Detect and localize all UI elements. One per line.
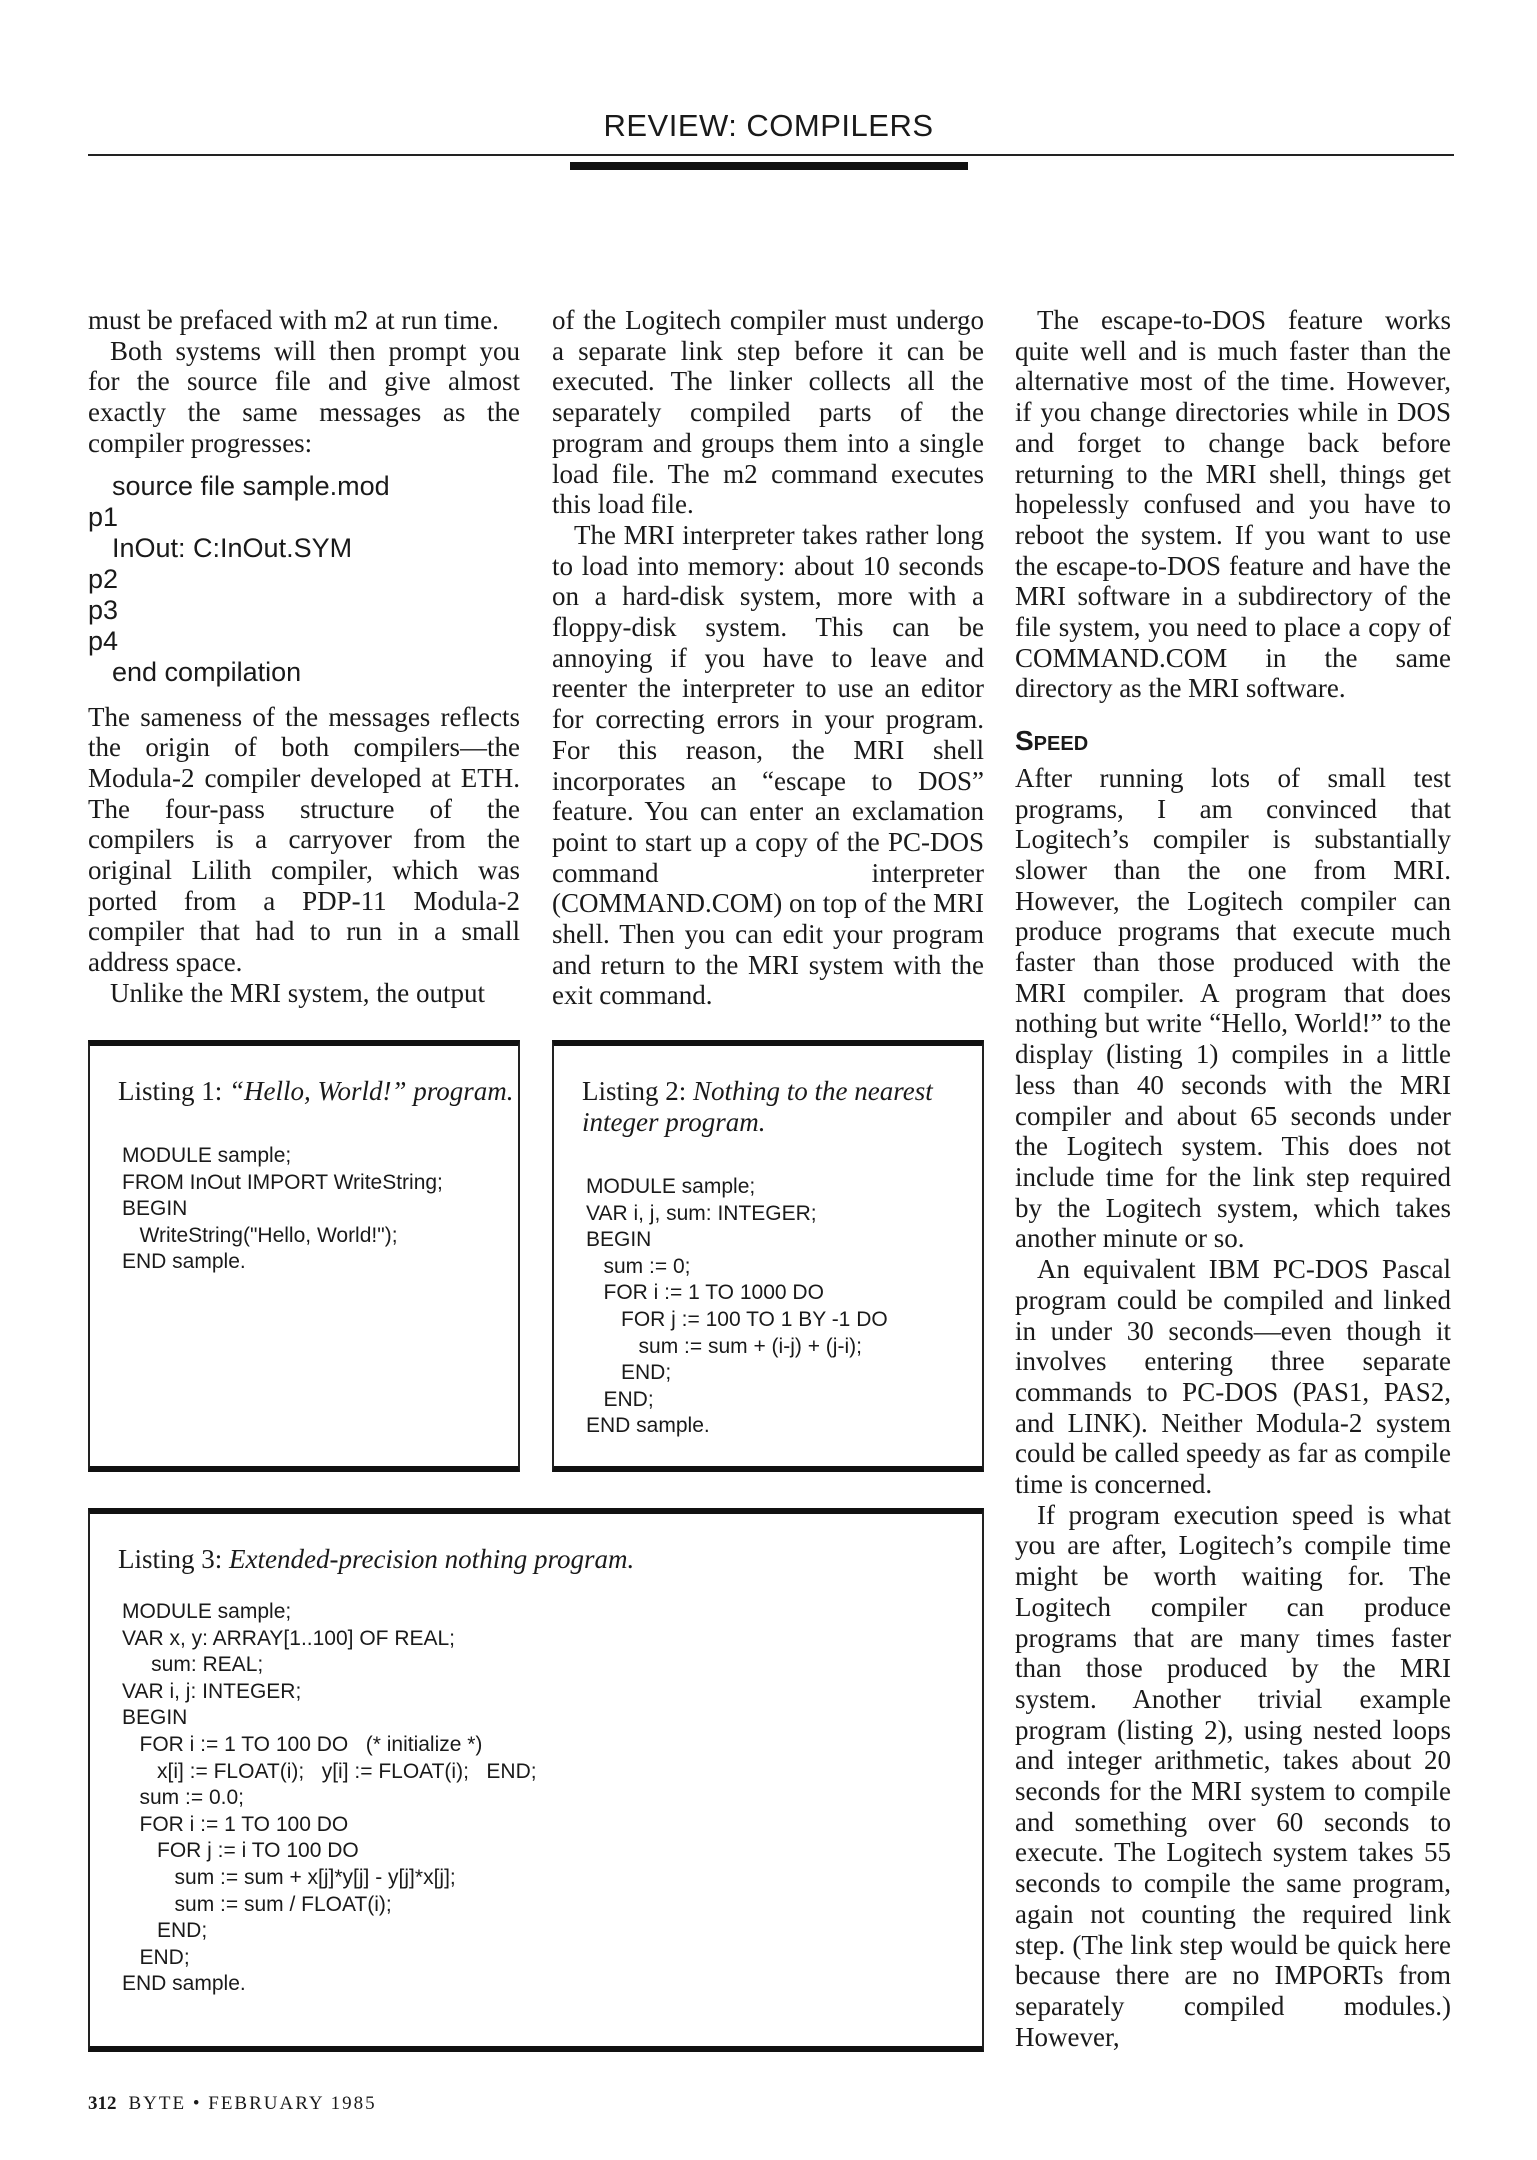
paragraph: must be prefaced with m2 at run time. xyxy=(88,305,499,335)
message-line: p1 xyxy=(88,501,119,532)
listing-caption xyxy=(118,1076,518,1107)
page-footer xyxy=(88,2093,377,2115)
listing-label: Listing 2: xyxy=(582,1076,687,1106)
message-line: source file sample.mod xyxy=(112,470,390,501)
message-line: p2 xyxy=(88,563,119,594)
paragraph: of the Logitech compiler must undergo a separate link step before it can be executed. The linker collects all the separately compiled parts of the program and groups them into a single load file. The m2 command executes this load file. xyxy=(552,305,984,520)
listing-title: Extended-precision nothing program. xyxy=(229,1544,635,1574)
compiler-messages xyxy=(88,471,520,688)
message-line: InOut: C:InOut.SYM xyxy=(112,532,353,563)
column-3 xyxy=(1015,305,1451,2052)
paragraph: Both systems will then prompt you for the source file and give almost exactly the same messages as the compiler progresses: xyxy=(88,335,520,458)
paragraph: The sameness of the messages reflects the origin of both compilers—the Modula-2 compiler developed at ETH. The four-pass structure of the compilers is a carryover from the original Lilith compiler, which was ported from a PDP-11 Modula-2 compiler that had to run in a small address space. xyxy=(88,701,520,978)
listing-3-box xyxy=(88,1508,984,2052)
paragraph: If program execution speed is what you are after, Logitech’s compile time might be worth waiting for. The Logitech compiler can produce programs that are many times faster than those produced by the MRI system. Another trivial example program (listing 2), using nested loops and integer arithmetic, takes about 20 seconds for the MRI system to compile and something over 60 seconds to execute. The Logitech system takes 55 seconds to compile the same program, again not counting the required link step. (The link step would be quick here because there are no IMPORTs from separately compiled modules.) However, xyxy=(1015,1499,1451,2052)
paragraph: The escape-to-DOS feature works quite well and is much faster than the alternative most of the time. However, if you change directories while in DOS and forget to change back before returning to the MRI shell, things get hopelessly confused and you have to reboot the system. If you want to use the escape-to-DOS feature and have the MRI software in a subdirectory of the file system, you need to place a copy of COMMAND.COM in the same directory as the MRI software. xyxy=(1015,305,1451,704)
column-2 xyxy=(552,305,984,1011)
header-rule-thick xyxy=(570,162,968,170)
listing-code: MODULE sample; VAR x, y: ARRAY[1..100] OF REAL; sum: REAL; VAR i, j: INTEGER; BEGIN FOR i := 1 TO 100 DO (* initialize *) x[i] := FLOAT(i); y[i] := FLOAT(i); END; sum := 0.0; FOR i := 1 TO 100 DO FOR j := i TO 100 DO sum := sum + x[j]*y[j] - y[j]*x[j]; sum := sum / FLOAT(i); END; END; END sample. xyxy=(122,1600,537,1996)
listing-caption xyxy=(118,1544,982,1575)
listing-2-box xyxy=(552,1040,984,1472)
paragraph: After running lots of small test programs, I am convinced that Logitech’s compiler is substantially slower than the one from MRI. However, the Logitech compiler can produce programs that execute much faster than those produced with the MRI compiler. A program that does nothing but write “Hello, World!” to the display (listing 1) compiles in a little less than 40 seconds with the MRI compiler and about 65 seconds under the Logitech system. This does not include time for the link step required by the Logitech system, which takes another minute or so. xyxy=(1015,762,1451,1254)
listing-label: Listing 3: xyxy=(118,1544,223,1574)
listing-title: Nothing to the nearest integer program. xyxy=(582,1076,933,1137)
message-line: p3 xyxy=(88,594,119,625)
listing-title: “Hello, World!” program. xyxy=(229,1076,514,1106)
running-header: REVIEW: COMPILERS xyxy=(603,108,934,143)
paragraph: The MRI interpreter takes rather long to load into memory: about 10 seconds on a hard-disk system, more with a floppy-disk system. This can be annoying if you have to leave and reenter the interpreter to use an editor for correcting errors in your program. For this reason, the MRI shell incorporates an “escape to DOS” feature. You can enter an exclamation point to start up a copy of the PC-DOS command interpreter (COMMAND.COM) on top of the MRI shell. Then you can edit your program and return to the MRI system with the exit command. xyxy=(552,519,984,1011)
paragraph: Unlike the MRI system, the output xyxy=(110,977,485,1008)
column-1 xyxy=(88,305,520,1009)
listing-code: MODULE sample; FROM InOut IMPORT WriteString; BEGIN WriteString("Hello, World!"); END sample. xyxy=(122,1144,443,1274)
listing-1-box xyxy=(88,1040,520,1472)
listing-label: Listing 1: xyxy=(118,1076,223,1106)
page-number: 312 xyxy=(88,2093,117,2114)
message-line: p4 xyxy=(88,625,119,656)
listing-code: MODULE sample; VAR i, j, sum: INTEGER; BEGIN sum := 0; FOR i := 1 TO 1000 DO FOR j := 100 TO 1 BY -1 DO sum := sum + (i-j) + (j-i); END; END; END sample. xyxy=(586,1175,888,1438)
paragraph: An equivalent IBM PC-DOS Pascal program could be compiled and linked in under 30 seconds—even though it involves entering three separate commands to PC-DOS (PAS1, PAS2, and LINK). Neither Modula-2 system could be called speedy as far as compile time is concerned. xyxy=(1015,1254,1451,1500)
message-line: end compilation xyxy=(112,656,302,687)
footer-text: BYTE • FEBRUARY 1985 xyxy=(128,2093,377,2114)
header-rule xyxy=(88,154,1454,156)
section-heading: Speed xyxy=(1015,725,1089,757)
listing-caption xyxy=(582,1076,982,1138)
